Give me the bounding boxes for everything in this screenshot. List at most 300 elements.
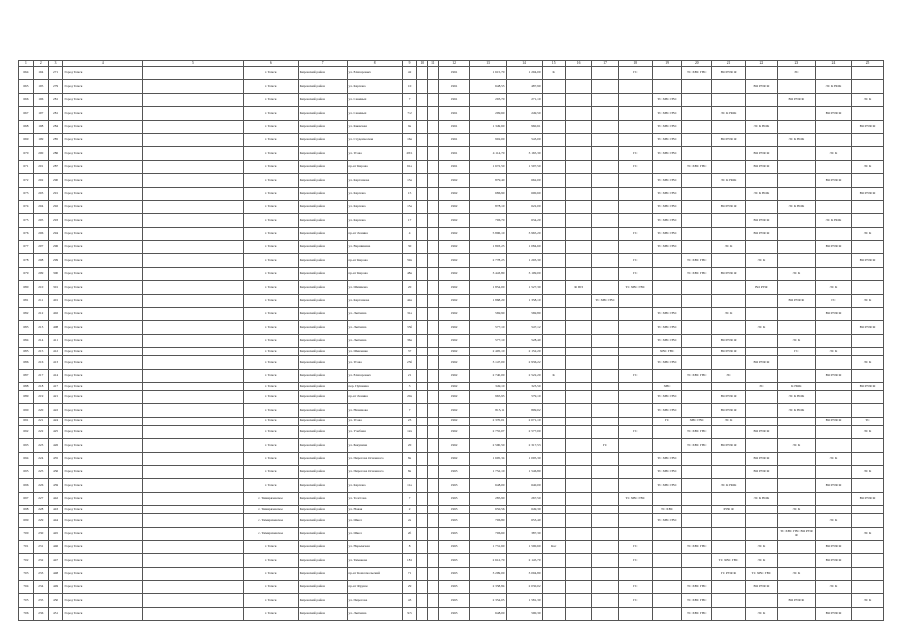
work-type-cell: ЭС К <box>777 267 815 280</box>
work-type-cell <box>542 607 565 620</box>
work-type-cell: ТС ХВС ГВС <box>652 334 682 347</box>
table-row <box>19 465 884 478</box>
living-area: 3 109,00 <box>506 267 542 280</box>
work-type-cell <box>815 267 851 280</box>
work-type-cell: ЭС К <box>851 465 883 478</box>
living-area: 271,10 <box>506 93 542 106</box>
work-type-cell: ВО РУФ Ф <box>712 404 746 417</box>
build-year: 1962 <box>438 334 470 347</box>
work-type-cell: ТС ХВС ГВС <box>682 254 712 267</box>
work-type-cell <box>618 334 652 347</box>
work-type-cell: ЭС К НОК <box>712 479 746 492</box>
work-type-cell: ТС ХВС ГВС <box>682 607 712 620</box>
work-type-cell <box>565 133 592 146</box>
sub-number: 232 <box>33 554 48 567</box>
work-type-cell <box>542 554 565 567</box>
street: ул. Елизаровых <box>347 369 402 382</box>
municipality: Город Томск <box>63 67 143 80</box>
work-type-cell: ЭС К НОК <box>712 107 746 120</box>
work-type-cell <box>851 241 883 254</box>
street: ул. Киевская <box>347 120 402 133</box>
district: Кировский район <box>298 174 347 187</box>
work-type-cell <box>592 594 619 607</box>
work-type-cell <box>815 506 851 514</box>
work-type-cell <box>851 267 883 280</box>
empty-cell <box>142 382 243 390</box>
work-type-cell <box>565 348 592 356</box>
work-type-cell: ЭС <box>777 67 815 80</box>
district: Кировский район <box>298 214 347 227</box>
work-type-cell <box>777 214 815 227</box>
settlement: г. Томск <box>243 267 298 280</box>
empty-cell <box>142 417 243 425</box>
work-type-cell: ВО РУФ Ф <box>815 369 851 382</box>
row-number: 699 <box>19 514 34 527</box>
municipality: Город Томск <box>63 80 143 93</box>
registry-id: 301 <box>48 281 63 294</box>
settlement: г. Томск <box>243 567 298 580</box>
work-type-cell <box>592 93 619 106</box>
build-year: 1962 <box>438 294 470 307</box>
work-type-cell: ТС ХВС ГВС <box>618 281 652 294</box>
work-type-cell <box>618 174 652 187</box>
settlement: г. Томск <box>243 390 298 403</box>
house-number: 10 <box>402 80 417 93</box>
work-type-cell <box>682 479 712 492</box>
empty-cell <box>142 581 243 594</box>
work-type-cell <box>565 425 592 438</box>
empty-cell <box>428 594 439 607</box>
work-type-cell <box>652 160 682 173</box>
municipality: Город Томск <box>63 187 143 200</box>
column-number-header: 17 <box>592 61 619 67</box>
work-type-cell: ЭС К <box>746 321 778 334</box>
work-type-cell: ВО РУФ Ф <box>815 607 851 620</box>
work-type-cell: ГС <box>592 439 619 452</box>
living-area: 323,50 <box>506 382 542 390</box>
sub-number: 212 <box>33 308 48 321</box>
house-number: 43 <box>402 594 417 607</box>
work-type-cell <box>542 147 565 160</box>
work-type-cell <box>682 390 712 403</box>
municipality: Город Томск <box>63 452 143 465</box>
build-year: 1962 <box>438 369 470 382</box>
empty-cell <box>142 540 243 553</box>
work-type-cell: ВО РУФ Ф <box>712 67 746 80</box>
work-type-cell <box>592 356 619 369</box>
work-type-cell <box>746 174 778 187</box>
district: Кировский район <box>298 417 347 425</box>
work-type-cell: ТС ХВС ГВС ВО РУФ Ф <box>777 527 815 540</box>
street: ул. Школ <box>347 527 402 540</box>
settlement: г. Томск <box>243 160 298 173</box>
work-type-cell <box>618 506 652 514</box>
house-number: 48а <box>402 267 417 280</box>
settlement: г. Томск <box>243 187 298 200</box>
work-type-cell <box>592 267 619 280</box>
work-type-cell <box>746 404 778 417</box>
work-type-cell <box>851 200 883 213</box>
house-number: 37 <box>402 348 417 356</box>
registry-id: 271 <box>48 67 63 80</box>
work-type-cell: ВО РУФ Ф <box>851 254 883 267</box>
registry-id: 445 <box>48 527 63 540</box>
empty-cell <box>417 80 428 93</box>
work-type-cell <box>592 334 619 347</box>
work-type-cell: ВО РУФ Ф <box>746 147 778 160</box>
work-type-cell <box>618 200 652 213</box>
work-type-cell <box>592 214 619 227</box>
sub-number: 224 <box>33 452 48 465</box>
sub-number: 209 <box>33 267 48 280</box>
street: ул. Савиных <box>347 107 402 120</box>
work-type-cell <box>777 227 815 240</box>
house-number: 35б <box>402 321 417 334</box>
work-type-cell <box>592 281 619 294</box>
work-type-cell: ЭС К <box>815 581 851 594</box>
work-type-cell <box>815 567 851 580</box>
registry-id: 443 <box>48 506 63 514</box>
total-area: 3 443,80 <box>470 267 506 280</box>
living-area: 809,02 <box>506 404 542 417</box>
sub-number: 218 <box>33 382 48 390</box>
registry-id: 421 <box>48 390 63 403</box>
work-type-cell: ВО РУФ Ф <box>746 160 778 173</box>
work-type-cell <box>682 321 712 334</box>
work-type-cell <box>618 479 652 492</box>
work-type-cell <box>618 439 652 452</box>
street: пер. Пушкина <box>347 382 402 390</box>
work-type-cell: ВО РУФ <box>746 281 778 294</box>
total-area: 1 695,34 <box>470 452 506 465</box>
work-type-cell: ВО РУФ Ф <box>746 227 778 240</box>
district: Кировский район <box>298 567 347 580</box>
street: ул. Пирогова <box>347 594 402 607</box>
living-area: 547,12 <box>506 321 542 334</box>
municipality: Город Томск <box>63 107 143 120</box>
work-type-cell <box>618 527 652 540</box>
work-type-cell <box>682 281 712 294</box>
work-type-cell <box>592 200 619 213</box>
empty-cell <box>142 281 243 294</box>
work-type-cell <box>618 80 652 93</box>
registry-sheet <box>18 60 884 621</box>
work-type-cell <box>565 554 592 567</box>
settlement: г. Томск <box>243 465 298 478</box>
municipality: Город Томск <box>63 308 143 321</box>
work-type-cell <box>592 452 619 465</box>
work-type-cell: К НОК <box>777 382 815 390</box>
work-type-cell: ТС ХВС ГВС <box>682 369 712 382</box>
work-type-cell <box>565 80 592 93</box>
work-type-cell <box>815 439 851 452</box>
sub-number: 220 <box>33 404 48 417</box>
registry-id: 281 <box>48 107 63 120</box>
work-type-cell <box>682 334 712 347</box>
living-area: 653,40 <box>506 514 542 527</box>
column-number-header: 2 <box>33 61 48 67</box>
work-type-cell <box>592 425 619 438</box>
table-row <box>19 594 884 607</box>
district: Кировский район <box>298 267 347 280</box>
work-type-cell: ЭС К НОК <box>777 404 815 417</box>
table-row <box>19 321 884 334</box>
work-type-cell <box>542 321 565 334</box>
work-type-cell: ТС ХВС ГВС <box>712 554 746 567</box>
column-number-header: 19 <box>652 61 682 67</box>
municipality: Город Томск <box>63 160 143 173</box>
street: ул. Лыткина <box>347 308 402 321</box>
work-type-cell: ВО РУФ Ф <box>815 241 851 254</box>
work-type-cell <box>777 425 815 438</box>
work-type-cell <box>712 540 746 553</box>
settlement: г. Томск <box>243 227 298 240</box>
work-type-cell: ЭС К <box>746 607 778 620</box>
settlement: г. Томск <box>243 241 298 254</box>
work-type-cell <box>592 390 619 403</box>
row-number: 677 <box>19 241 34 254</box>
living-area: 2 030,02 <box>506 581 542 594</box>
empty-cell <box>417 214 428 227</box>
municipality: Город Томск <box>63 214 143 227</box>
row-number: 670 <box>19 147 34 160</box>
table-row <box>19 356 884 369</box>
row-number: 679 <box>19 267 34 280</box>
work-type-cell <box>815 227 851 240</box>
work-type-cell <box>592 514 619 527</box>
settlement: г. Томск <box>243 200 298 213</box>
empty-cell <box>142 120 243 133</box>
work-type-cell <box>542 567 565 580</box>
work-type-cell <box>565 594 592 607</box>
work-type-cell: ЭС К <box>851 160 883 173</box>
work-type-cell <box>542 404 565 417</box>
empty-cell <box>417 321 428 334</box>
street: ул. Карпова <box>347 200 402 213</box>
work-type-cell <box>542 281 565 294</box>
street: ул. Нахимова <box>347 404 402 417</box>
sub-number: 221 <box>33 417 48 425</box>
registry-id: 300 <box>48 267 63 280</box>
work-type-cell <box>565 527 592 540</box>
work-type-cell <box>542 417 565 425</box>
work-type-cell <box>652 254 682 267</box>
work-type-cell <box>542 200 565 213</box>
work-type-cell: ВО РУФ Ф <box>746 581 778 594</box>
work-type-cell <box>815 527 851 540</box>
build-year: 1963 <box>438 540 470 553</box>
registry-id: 294 <box>48 227 63 240</box>
house-number: 36а <box>402 334 417 347</box>
empty-cell <box>142 214 243 227</box>
empty-cell <box>428 479 439 492</box>
living-area: 640,00 <box>506 479 542 492</box>
work-type-cell: ГС <box>815 294 851 307</box>
work-type-cell <box>851 514 883 527</box>
work-type-cell: ЭС К <box>777 567 815 580</box>
house-number: 15а <box>402 200 417 213</box>
living-area: 634,20 <box>506 214 542 227</box>
district: Кировский район <box>298 254 347 267</box>
municipality: Город Томск <box>63 492 143 505</box>
work-type-cell <box>712 227 746 240</box>
work-type-cell <box>746 294 778 307</box>
work-type-cell: ГС <box>618 267 652 280</box>
empty-cell <box>428 107 439 120</box>
work-type-cell <box>592 227 619 240</box>
work-type-cell: ГС <box>618 160 652 173</box>
work-type-cell <box>712 594 746 607</box>
sub-number: 201 <box>33 160 48 173</box>
work-type-cell: ВО РУФ Ф <box>777 594 815 607</box>
work-type-cell <box>565 214 592 227</box>
work-type-cell: ТС ХВС <box>652 506 682 514</box>
work-type-cell <box>542 267 565 280</box>
work-type-cell <box>777 120 815 133</box>
work-type-cell <box>682 492 712 505</box>
empty-cell <box>417 187 428 200</box>
work-type-cell: ЭС <box>712 369 746 382</box>
work-type-cell: ГС <box>618 369 652 382</box>
work-type-cell <box>542 425 565 438</box>
living-area: 960,61 <box>506 120 542 133</box>
empty-cell <box>142 93 243 106</box>
empty-cell <box>417 417 428 425</box>
table-row <box>19 214 884 227</box>
work-type-cell <box>592 107 619 120</box>
work-type-cell <box>542 227 565 240</box>
municipality: Город Томск <box>63 465 143 478</box>
work-type-cell <box>815 120 851 133</box>
work-type-cell <box>542 294 565 307</box>
work-type-cell: ВО РУФ Ф <box>815 417 851 425</box>
living-area: 2 577,00 <box>506 425 542 438</box>
work-type-cell <box>851 214 883 227</box>
empty-cell <box>142 479 243 492</box>
work-type-cell <box>592 404 619 417</box>
row-number: 698 <box>19 506 34 514</box>
sub-number: 216 <box>33 356 48 369</box>
total-area: 299,60 <box>470 107 506 120</box>
row-number: 681 <box>19 294 34 307</box>
sub-number: 203 <box>33 187 48 200</box>
total-area: 879,40 <box>470 174 506 187</box>
work-type-cell: ТС ХВС ГВС <box>652 390 682 403</box>
work-type-cell <box>618 120 652 133</box>
work-type-cell <box>565 514 592 527</box>
municipality: Город Томск <box>63 334 143 347</box>
work-type-cell <box>851 147 883 160</box>
work-type-cell <box>712 147 746 160</box>
work-type-cell <box>682 567 712 580</box>
work-type-cell <box>592 80 619 93</box>
work-type-cell: ВО РУФ Ф <box>746 214 778 227</box>
empty-cell <box>417 382 428 390</box>
empty-cell <box>428 439 439 452</box>
empty-cell <box>428 308 439 321</box>
empty-cell <box>428 581 439 594</box>
house-number: 8а <box>402 452 417 465</box>
build-year: 1962 <box>438 390 470 403</box>
work-type-cell <box>618 567 652 580</box>
registry-id: 448 <box>48 567 63 580</box>
work-type-cell <box>565 607 592 620</box>
work-type-cell: ЭС К <box>815 281 851 294</box>
street: пр-кт Комсомольский <box>347 567 402 580</box>
work-type-cell: ЭС К <box>851 594 883 607</box>
municipality: Город Томск <box>63 174 143 187</box>
build-year: 1962 <box>438 356 470 369</box>
work-type-cell <box>777 281 815 294</box>
work-type-cell <box>618 452 652 465</box>
work-type-cell <box>592 147 619 160</box>
empty-cell <box>417 281 428 294</box>
work-type-cell <box>618 107 652 120</box>
house-number: 2 <box>402 506 417 514</box>
row-number: 664 <box>19 67 34 80</box>
house-number: 9/5 <box>402 607 417 620</box>
work-type-cell <box>618 404 652 417</box>
empty-cell <box>428 294 439 307</box>
registry-id: 417 <box>48 382 63 390</box>
work-type-cell <box>712 492 746 505</box>
work-type-cell <box>851 506 883 514</box>
work-type-cell: ТС ХВС ГВС <box>652 241 682 254</box>
work-type-cell: ВО РУФ Ф <box>746 465 778 478</box>
empty-cell <box>142 348 243 356</box>
column-number-header: 1 <box>19 61 34 67</box>
work-type-cell <box>618 465 652 478</box>
street: пр-кт Ленина <box>347 390 402 403</box>
sub-number: 236 <box>33 607 48 620</box>
work-type-cell <box>746 390 778 403</box>
municipality: Город Томск <box>63 147 143 160</box>
work-type-cell: ВО РУФ Ф <box>746 452 778 465</box>
total-area: 2 590,50 <box>470 439 506 452</box>
total-area: 878,10 <box>470 200 506 213</box>
empty-cell <box>142 321 243 334</box>
empty-cell <box>417 147 428 160</box>
living-area: 1 590,60 <box>506 540 542 553</box>
living-area: 267,50 <box>506 492 542 505</box>
empty-cell <box>142 356 243 369</box>
row-number: 704 <box>19 581 34 594</box>
work-type-cell: ВО РУФ Ф <box>777 294 815 307</box>
total-area: 2 778,23 <box>470 254 506 267</box>
work-type-cell <box>777 174 815 187</box>
empty-cell <box>417 369 428 382</box>
build-year: 1962 <box>438 254 470 267</box>
work-type-cell: ГС <box>618 594 652 607</box>
sub-number: 196 <box>33 93 48 106</box>
column-number-header: 15 <box>542 61 565 67</box>
work-type-cell <box>542 348 565 356</box>
work-type-cell: ЭС К <box>777 334 815 347</box>
living-area: 387,30 <box>506 527 542 540</box>
work-type-cell <box>746 594 778 607</box>
work-type-cell <box>652 281 682 294</box>
settlement: г. Томск <box>243 382 298 390</box>
settlement: г. Томск <box>243 120 298 133</box>
empty-cell <box>417 567 428 580</box>
district: Кировский район <box>298 294 347 307</box>
work-type-cell: ЭС <box>746 382 778 390</box>
work-type-cell: ТС ХВС ГВС <box>682 267 712 280</box>
work-type-cell <box>652 540 682 553</box>
table-row <box>19 294 884 307</box>
sub-number: 214 <box>33 334 48 347</box>
work-type-cell: ГС <box>618 425 652 438</box>
